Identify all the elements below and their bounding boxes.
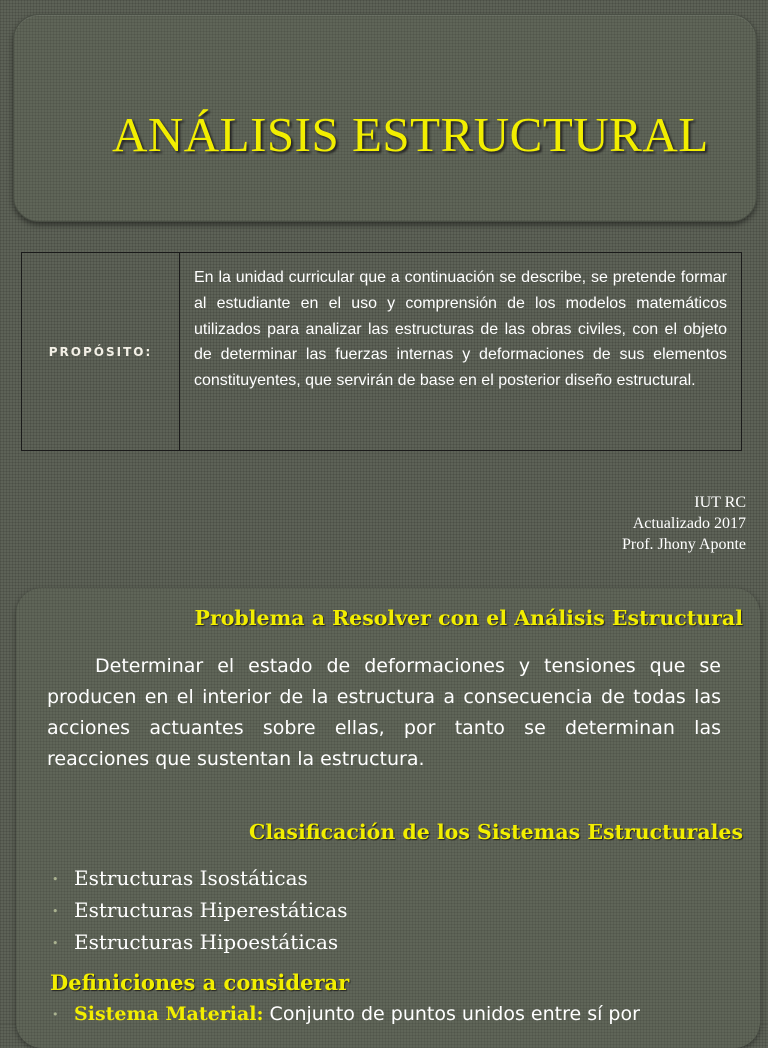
list-item <box>52 863 348 895</box>
classification-heading: Clasificación de los Sistemas Estructurales <box>249 820 743 844</box>
list-item-label: Estructuras Isostáticas <box>74 866 308 890</box>
list-item <box>52 927 348 959</box>
purpose-table <box>21 252 742 451</box>
slide-title: ANÁLISIS ESTRUCTURAL <box>112 107 709 162</box>
credit-professor: Prof. Jhony Aponte <box>622 536 746 553</box>
list-item-label: Estructuras Hipoestáticas <box>74 930 339 954</box>
credits <box>622 492 746 555</box>
bullet-icon: • <box>52 873 59 886</box>
list-item <box>52 895 348 927</box>
problem-text: Determinar el estado de deformaciones y tensiones que se producen en el interior de la estructura a consecuencia de todas las acciones actuantes sobre ellas, por tanto se determinan las reacciones que sustentan la estructura. <box>47 655 721 770</box>
bullet-icon: • <box>52 937 59 950</box>
definition-text: Conjunto de puntos unidos entre sí por <box>263 1003 640 1025</box>
definition-item <box>52 1003 640 1025</box>
bullet-icon: • <box>52 905 59 918</box>
problem-heading: Problema a Resolver con el Análisis Estructural <box>194 606 743 630</box>
list-item-label: Estructuras Hiperestáticas <box>74 898 348 922</box>
classification-list <box>52 863 348 959</box>
bullet-icon: • <box>52 1008 59 1021</box>
credit-institution: IUT RC <box>694 494 746 511</box>
purpose-text: En la unidad curricular que a continuación se describe, se pretende formar al estudiante en el uso y comprensión de los modelos matemáticos utilizados para analizar las estructuras de las obras civiles, con el objeto de determinar las fuerzas internas y deformaciones de sus elementos constituyentes, que servirán de base en el posterior diseño estructural. <box>194 269 727 390</box>
definitions-heading: Definiciones a considerar <box>50 970 350 995</box>
definition-term: Sistema Material: <box>74 1003 264 1025</box>
purpose-label: PROPÓSITO: <box>22 253 180 450</box>
credit-updated: Actualizado 2017 <box>632 515 746 532</box>
